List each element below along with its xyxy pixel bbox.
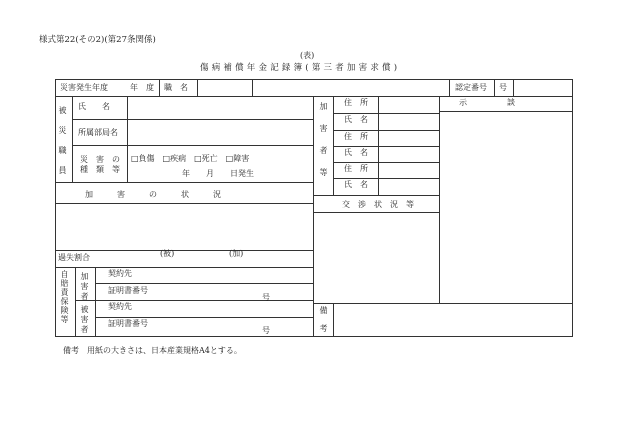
year-unit: 年 度 (130, 83, 154, 92)
ins-ass-go: 号 (262, 293, 270, 302)
ass-name-1: 氏 名 (344, 115, 368, 124)
row1-divider (55, 96, 573, 97)
nego-header-bottom (313, 212, 439, 213)
disaster-type-label: 災 害 の 種 類 等 (80, 155, 120, 174)
remarks-label: 備考 (319, 306, 328, 342)
cert-no-label: 認定番号 (455, 83, 487, 92)
victim-dept-label: 所属部局名 (78, 128, 118, 137)
negotiation-header: 交 渉 状 況 等 (342, 200, 414, 209)
row1-div-b (197, 79, 198, 96)
victim-row-2 (72, 145, 313, 146)
ass-name-2: 氏 名 (344, 148, 368, 157)
ins-vic-go: 号 (262, 326, 270, 335)
ins-ass-cert: 証明書番号 (108, 286, 148, 295)
ins-vic-sub (95, 317, 313, 318)
left-section-right (313, 96, 314, 336)
row1-div-e (494, 79, 495, 96)
assailant-right (439, 96, 440, 303)
ins-ass-contractor: 契約先 (108, 269, 132, 278)
victim-name-label: 氏 名 (78, 102, 110, 111)
ass-row-3 (333, 146, 439, 147)
disaster-year-label: 災害発生年度 (60, 83, 108, 92)
ass-row-5 (333, 178, 439, 179)
disaster-options: □負傷 □疾病 □死亡 □障害 (131, 154, 250, 163)
border-left (55, 79, 56, 336)
ass-address-2: 住 所 (344, 132, 368, 141)
insurance-group-label: 自賠責保険等 (60, 270, 69, 324)
ass-name-3: 氏 名 (344, 180, 368, 189)
row1-div-f (513, 79, 514, 96)
ins-vic-contractor: 契約先 (108, 302, 132, 311)
ins-victim-side: 被害者 (80, 305, 89, 335)
ass-bottom (313, 195, 439, 196)
row1-div-c (252, 79, 253, 96)
ass-row-1 (333, 113, 439, 114)
remarks-col (333, 303, 334, 336)
ass-address-3: 住 所 (344, 164, 368, 173)
victim-row-1 (72, 119, 313, 120)
row1-div-d (449, 79, 450, 96)
row1-div-a (159, 79, 160, 96)
victim-group-col (72, 96, 73, 182)
victim-group-label: 被災職員 (58, 106, 67, 186)
victim-bottom (55, 182, 313, 183)
border-top (55, 79, 573, 80)
form-label: 様式第22(その2)(第27条関係) (39, 35, 156, 45)
paren-label: (表) (300, 51, 315, 60)
ass-row-2 (333, 130, 439, 131)
ins-ass-sub (95, 283, 313, 284)
ins-side-col (95, 267, 96, 336)
border-right (572, 79, 573, 336)
victim-label-col (127, 96, 128, 182)
ins-group-col (75, 267, 76, 336)
footnote: 備考 用紙の大きさは、日本産業規格A4とする。 (63, 346, 242, 355)
ins-assailant-side: 加害者 (80, 272, 89, 302)
remarks-top (313, 303, 572, 304)
ass-row-4 (333, 162, 439, 163)
fault-bottom (55, 267, 313, 268)
fault-assailant: (加) (229, 249, 244, 258)
job-label: 職 名 (164, 83, 188, 92)
fault-victim: (被) (160, 249, 175, 258)
cert-go: 号 (499, 83, 507, 92)
ass-address-1: 住 所 (344, 98, 368, 107)
assailant-group-label: 加害者等 (319, 102, 328, 190)
ins-mid (75, 300, 313, 301)
harm-status-header: 加 害 の 状 況 (85, 190, 221, 199)
date-line: 年 月 日発生 (182, 169, 254, 178)
instruction-header-bottom (439, 111, 572, 112)
border-bottom (55, 336, 573, 337)
ins-vic-cert: 証明書番号 (108, 319, 148, 328)
instruction-header: 示 談 (459, 98, 515, 107)
page-title: 傷病補償年金記録簿(第三者加害求償) (200, 63, 401, 73)
harm-header-bottom (55, 203, 313, 204)
fault-top (55, 250, 313, 251)
fault-label: 過失割合 (58, 253, 90, 262)
